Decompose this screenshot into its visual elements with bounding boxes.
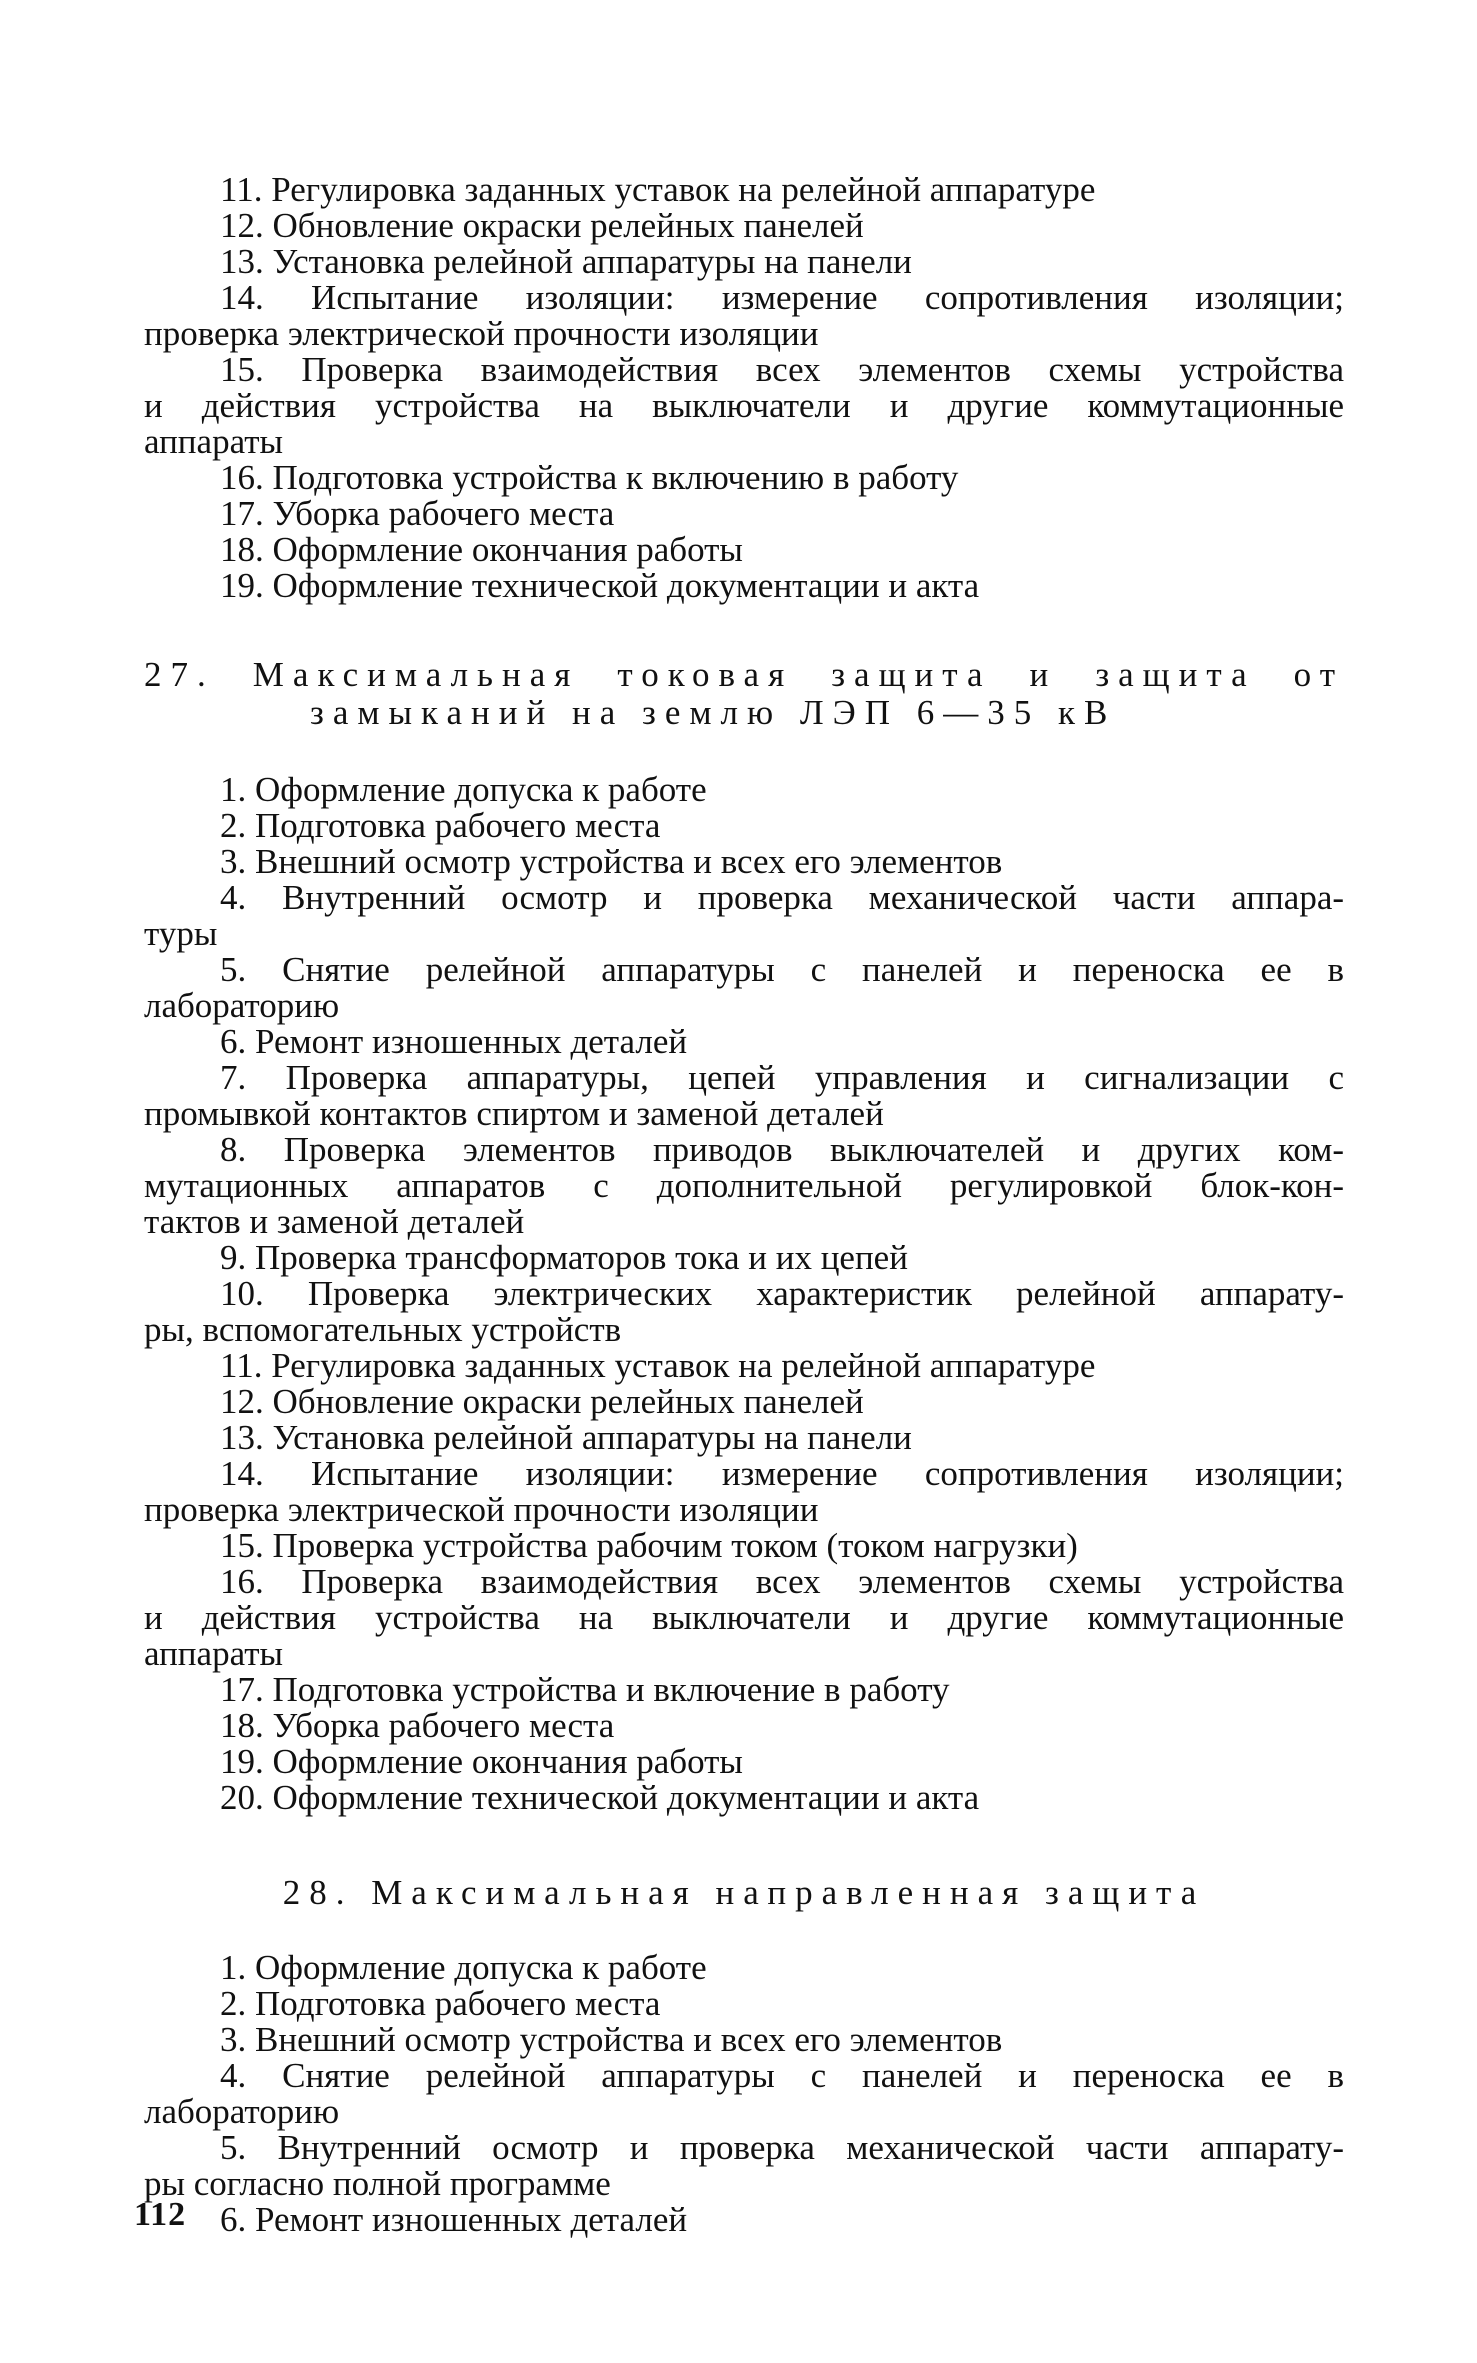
- item-text-line: аппараты: [144, 1634, 284, 1673]
- item-number: 6.: [220, 2200, 247, 2239]
- item-number: 15.: [220, 1526, 264, 1565]
- list-item: [144, 352, 1344, 460]
- list-item: [144, 1950, 1344, 1986]
- item-text-line: лабораторию: [144, 2092, 340, 2131]
- list-item: [144, 880, 1344, 952]
- item-text: Оформление технической документации и акта: [272, 566, 980, 605]
- list-item: [144, 1240, 1344, 1276]
- item-text: Проверка трансформаторов тока и их цепей: [255, 1238, 908, 1277]
- item-text: Оформление допуска к работе: [255, 1948, 707, 1987]
- item-text-line: Испытание изоляции: измерение сопротивления изоляции;: [311, 1454, 1344, 1493]
- item-text: Оформление окончания работы: [272, 1742, 743, 1781]
- item-text-line: тактов и заменой деталей: [144, 1202, 525, 1241]
- item-number: 1.: [220, 770, 247, 809]
- item-number: 11.: [220, 170, 263, 209]
- item-text-line: Внутренний осмотр и проверка механической части аппара-: [282, 878, 1345, 917]
- list-item: [144, 2058, 1344, 2130]
- item-text-line: Проверка элементов приводов выключателей и других ком-: [283, 1130, 1345, 1169]
- item-text: Установка релейной аппаратуры на панели: [272, 242, 912, 281]
- section-title-line: 27. Максимальная токовая защита и защита от: [144, 655, 1344, 694]
- list-item: [144, 1060, 1344, 1132]
- item-number: 11.: [220, 1346, 263, 1385]
- item-number: 19.: [220, 1742, 264, 1781]
- item-text: Внешний осмотр устройства и всех его элементов: [255, 2020, 1003, 2059]
- item-number: 14.: [220, 1454, 264, 1493]
- item-text-line: Снятие релейной аппаратуры с панелей и переноска ее в: [282, 2056, 1345, 2095]
- list-item: [144, 1024, 1344, 1060]
- item-number: 4.: [220, 2056, 247, 2095]
- item-text-line: аппараты: [144, 422, 284, 461]
- list-item: [144, 2022, 1344, 2058]
- list-item: [144, 172, 1344, 208]
- list-item: [144, 244, 1344, 280]
- list-item: [144, 1132, 1344, 1240]
- item-text-line: Проверка аппаратуры, цепей управления и сигнализации с: [285, 1058, 1345, 1097]
- list-item: [144, 1420, 1344, 1456]
- section-28-title: 28. Максимальная направленная защита: [282, 1873, 1206, 1912]
- item-text: Уборка рабочего места: [272, 494, 615, 533]
- list-item: [144, 208, 1344, 244]
- item-text: Оформление технической документации и акта: [272, 1778, 980, 1817]
- list-item: [144, 568, 1344, 604]
- item-text-line: лабораторию: [144, 986, 340, 1025]
- item-text: Регулировка заданных уставок на релейной аппаратуре: [271, 170, 1096, 209]
- list-item: [144, 1744, 1344, 1780]
- item-text-line: Снятие релейной аппаратуры с панелей и переноска ее в: [282, 950, 1345, 989]
- list-item: [144, 1986, 1344, 2022]
- item-number: 13.: [220, 242, 264, 281]
- list-item: [144, 1384, 1344, 1420]
- list-item: [144, 460, 1344, 496]
- list-item: [144, 772, 1344, 808]
- item-text-line: Испытание изоляции: измерение сопротивления изоляции;: [311, 278, 1344, 317]
- item-text-line: Внутренний осмотр и проверка механической части аппарату-: [277, 2128, 1345, 2167]
- item-text: Проверка устройства рабочим током (током нагрузки): [272, 1526, 1078, 1565]
- item-text: Уборка рабочего места: [272, 1706, 615, 1745]
- item-number: 13.: [220, 1418, 264, 1457]
- item-text-line: Проверка взаимодействия всех элементов схемы устройства: [301, 350, 1344, 389]
- item-text-line: мутационных аппаратов с дополнительной регулировкой блок-кон-: [144, 1166, 1344, 1205]
- item-text: Ремонт изношенных деталей: [255, 2200, 688, 2239]
- item-number: 1.: [220, 1948, 247, 1987]
- item-number: 5.: [220, 950, 247, 989]
- item-number: 16.: [220, 1562, 264, 1601]
- item-text-line: ры согласно полной программе: [144, 2164, 611, 2203]
- section-27-title: [144, 656, 1344, 732]
- item-number: 14.: [220, 278, 264, 317]
- item-number: 18.: [220, 530, 264, 569]
- item-text: Подготовка устройства и включение в работу: [272, 1670, 950, 1709]
- list-item: [144, 1672, 1344, 1708]
- item-text: Оформление окончания работы: [272, 530, 743, 569]
- item-number: 18.: [220, 1706, 264, 1745]
- list-item: [144, 844, 1344, 880]
- item-number: 12.: [220, 206, 264, 245]
- section-title-line: замыканий на землю ЛЭП 6—35 кВ: [310, 693, 1117, 732]
- item-number: 17.: [220, 1670, 264, 1709]
- item-number: 6.: [220, 1022, 247, 1061]
- list-item: [144, 808, 1344, 844]
- item-text: Ремонт изношенных деталей: [255, 1022, 688, 1061]
- item-number: 17.: [220, 494, 264, 533]
- list-item: [144, 1528, 1344, 1564]
- item-text-line: туры: [144, 914, 218, 953]
- list-item: [144, 2130, 1344, 2202]
- item-text-line: и действия устройства на выключатели и другие коммутационные: [144, 1598, 1344, 1637]
- item-text-line: проверка электрической прочности изоляции: [144, 1490, 819, 1529]
- item-text: Подготовка рабочего места: [255, 1984, 661, 2023]
- item-text: Обновление окраски релейных панелей: [272, 1382, 864, 1421]
- list-item: [144, 1276, 1344, 1348]
- item-number: 2.: [220, 806, 247, 845]
- item-text: Установка релейной аппаратуры на панели: [272, 1418, 912, 1457]
- item-text: Внешний осмотр устройства и всех его элементов: [255, 842, 1003, 881]
- item-number: 16.: [220, 458, 264, 497]
- list-item: [144, 952, 1344, 1024]
- list-item: [144, 1348, 1344, 1384]
- list-item: [144, 280, 1344, 352]
- item-text-line: проверка электрической прочности изоляции: [144, 314, 819, 353]
- item-text: Подготовка устройства к включению в работу: [272, 458, 959, 497]
- item-text-line: и действия устройства на выключатели и другие коммутационные: [144, 386, 1344, 425]
- item-number: 12.: [220, 1382, 264, 1421]
- item-text-line: промывкой контактов спиртом и заменой деталей: [144, 1094, 884, 1133]
- list-item: [144, 532, 1344, 568]
- item-text: Регулировка заданных уставок на релейной аппаратуре: [271, 1346, 1096, 1385]
- list-item: [144, 1780, 1344, 1816]
- item-number: 3.: [220, 2020, 247, 2059]
- item-text: Оформление допуска к работе: [255, 770, 707, 809]
- list-item: [144, 496, 1344, 532]
- list-item: [144, 1564, 1344, 1672]
- list-item: [144, 1456, 1344, 1528]
- page-number: 112: [134, 2196, 187, 2233]
- page-content: [144, 172, 1344, 2238]
- item-text-line: Проверка электрических характеристик релейной аппарату-: [307, 1274, 1345, 1313]
- item-text: Подготовка рабочего места: [255, 806, 661, 845]
- item-text-line: Проверка взаимодействия всех элементов схемы устройства: [301, 1562, 1344, 1601]
- item-number: 7.: [220, 1058, 247, 1097]
- item-text: Обновление окраски релейных панелей: [272, 206, 864, 245]
- item-number: 5.: [220, 2128, 247, 2167]
- item-number: 19.: [220, 566, 264, 605]
- item-number: 10.: [220, 1274, 264, 1313]
- item-number: 8.: [220, 1130, 247, 1169]
- item-number: 4.: [220, 878, 247, 917]
- item-number: 3.: [220, 842, 247, 881]
- item-number: 15.: [220, 350, 264, 389]
- item-text-line: ры, вспомогательных устройств: [144, 1310, 622, 1349]
- list-item: [144, 1708, 1344, 1744]
- item-number: 2.: [220, 1984, 247, 2023]
- item-number: 20.: [220, 1778, 264, 1817]
- item-number: 9.: [220, 1238, 247, 1277]
- list-item: [144, 2202, 1344, 2238]
